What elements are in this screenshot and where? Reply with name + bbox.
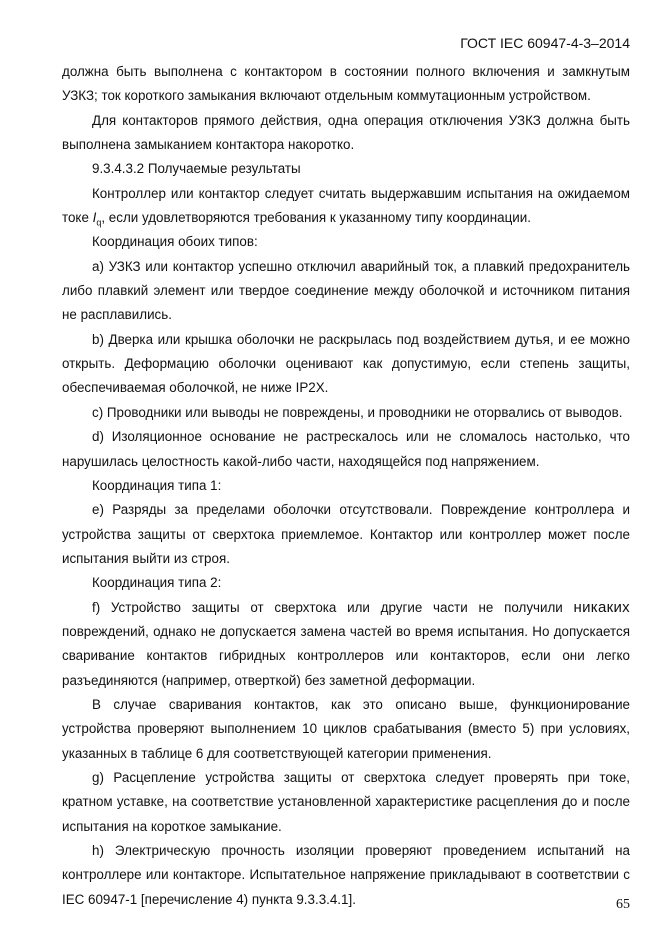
paragraph: Координация типа 2: [92,575,222,591]
current-subscript: q [96,217,102,228]
list-item: g) Расцепление устройства защиты от сверхтока следует проверять при токе, кратном уставке, на соответствие установленной характеристике расцепления до и после испытания на короткое замыкание. [62,769,630,834]
paragraph: Для контакторов прямого действия, одна операция отключения УЗКЗ должна быть выполнена замыканием контактора накоротко. [62,112,630,153]
current-symbol: I [92,210,97,226]
list-item: c) Проводники или выводы не повреждены, и проводники не оторвались от выводов. [92,404,623,420]
list-item: h) Электрическую прочность изоляции проверяют проведением испытаний на контроллере или контакторе. Испытательное напряжение прикладывают в соответствии с IEC 60947-1 [перечисление 4) пункта 9.3.3.4.1]. [62,843,630,907]
paragraph: В случае сваривания контактов, как это описано выше, функционирование устройства проверяют выполнением 10 циклов срабатывания (вместо 5) при условиях, указанных в таблице 6 для соответствующей категории применения. [62,696,630,761]
paragraph: должна быть выполнена с контактором в состоянии полного включения и замкнутым УЗКЗ; ток короткого замыкания включают отдельным коммутационным устройством. [62,64,630,104]
section-heading: 9.3.4.3.2 Получаемые результаты [92,161,301,177]
list-item: d) Изоляционное основание не растрескалось или не сломалось настолько, что нарушилась целостность какой-либо части, находящейся под напряжением. [62,429,630,469]
list-item: а) УЗКЗ или контактор успешно отключил аварийный ток, а плавкий предохранитель либо плавкий элемент или твердое соединение между оболочкой и источником питания не расплавились. [62,258,630,323]
page-number: 65 [616,897,630,912]
text: , если удовлетворяются требования к указанному типу координации. [101,210,531,226]
list-item [62,596,630,693]
text: Контроллер или контактор следует считать выдержавшим испытания на ожидаемом токе [62,185,630,226]
list-item: b) Дверка или крышка оболочки не раскрылась под воздействием дутья, и ее можно открыть. Деформацию оболочки оценивают как допустимую, если степень защиты, обеспечиваемая оболочкой, не ниже IP2X. [62,331,630,396]
paragraph [62,182,630,231]
paragraph: Координация обоих типов: [92,234,258,250]
text: f) Устройство защиты от сверхтока или другие части не получили [92,599,574,615]
emphasis-text: никаких [573,598,630,616]
document-header: ГОСТ IEC 60947-4-3–2014 [460,35,630,51]
paragraph: Координация типа 1: [92,477,222,493]
document-body [62,60,630,912]
list-item: e) Разряды за пределами оболочки отсутствовали. Повреждение контроллера и устройства защиты от сверхтока приемлемое. Контактор или контроллер может после испытания выйти из строя. [62,502,630,566]
text: повреждений, однако не допускается замена частей во время испытания. Но допускается сваривание контактов гибридных контроллеров или контакторов, если они легко разъединяются (например, отверткой) без заметной деформации. [62,623,630,688]
